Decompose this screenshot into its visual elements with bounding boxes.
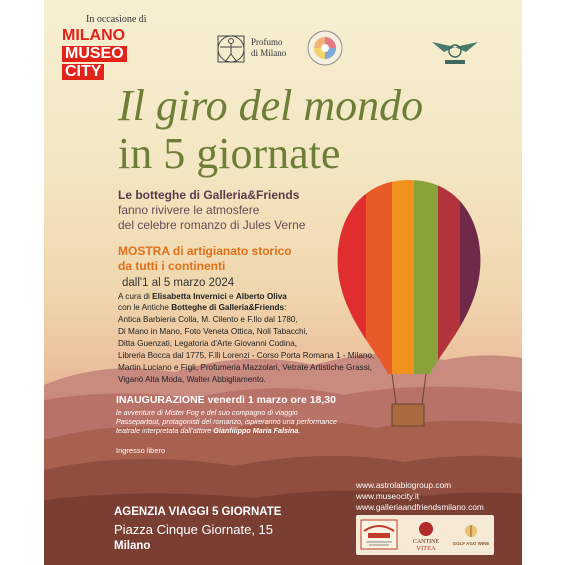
inaugurazione-line3 [116,426,300,435]
milano-museo-city-logo [62,27,158,81]
profumo-line2: di Milano [251,48,287,58]
bottega-list-line: Viganò Alta Moda, Walter Abbigliamento. [118,375,266,384]
inaugurazione-line1: le avventure di Mister Fog e del suo compagno di viaggio [116,408,298,417]
cura-and: e [226,292,236,301]
mostra-line1: MOSTRA di artigianato storico [118,244,292,258]
bottega-list-line: Ditta Guenzati, Legatoria d'Arte Giovanni Codina, [118,339,298,348]
profumo-line1: Profumo [251,37,283,47]
antiche-suffix: : [284,303,287,312]
ingresso-libero: Ingresso libero [116,446,166,455]
cura-prefix: A cura di [118,292,153,301]
inaug-line3-prefix: teatrale interpretata dall'attore [116,426,214,435]
cantine-vitea-logo-icon [410,520,442,552]
inaugurazione-line2: Passepartout, protagonisti del romanzo, ispireranno una performance [116,417,337,426]
mmc-line3: CITY [62,64,104,80]
profumo-logo-text [251,37,286,59]
bottega-list-line: Martin Luciano e Figli, Profumeria Mazzolari, Vetrate Artistiche Grassi, [118,363,372,372]
website-link[interactable]: www.astrolabiogroup.com [356,480,451,490]
occasione-text: In occasione di [86,14,147,25]
hot-air-balloon-illustration [334,178,484,433]
agenzia-address: Piazza Cinque Giornate, 15 [114,522,273,537]
inaug-actor-name: Gianfilippo Maria Falsina [213,426,299,435]
cinque-giornate-winged-logo-icon [430,38,480,68]
agenzia-city: Milano [114,540,151,552]
bottega-list-line: Antica Barbieria Colla, M. Cilento e F.llo dal 1780, [118,315,298,324]
website-link[interactable]: www.museocity.it [356,491,420,501]
golf-text: GOLF AGO WINE [452,541,490,546]
inaug-line3-suffix: . [298,426,301,435]
antiche-prefix: con le Antiche [118,303,172,312]
cantine-line1: CANTINE [412,539,440,545]
bottega-list-line: Di Mano in Mano, Foto Veneta Ottica, Noli Tabacchi, [118,327,308,336]
golf-ago-wine-logo-icon [452,522,490,548]
vitruvian-man-icon [216,34,246,64]
intro-line2: fanno rivivere le atmosfere [118,203,260,217]
galleria-friends-seal-icon [307,30,343,66]
page-title-line2: in 5 giornate [118,129,341,178]
intro-heading: Le botteghe di Galleria&Friends [118,188,300,202]
cantine-line2: VITEA [416,545,436,552]
mmc-line1: MILANO [62,27,126,44]
antiche-line [118,302,286,314]
intro-line3: del celebre romanzo di Jules Verne [118,218,306,232]
poster [44,0,522,565]
mostra-line2: da tutti i continenti [118,259,226,273]
cura-name2: Alberto Oliva [235,292,287,301]
page-title-line1: Il giro del mondo [118,81,424,130]
bottega-list-line: Libreria Bocca dal 1775, F.lli Lorenzi - Corso Porta Romana 1 - Milano, [118,351,375,360]
mostra-dates: dall'1 al 5 marzo 2024 [122,277,235,289]
inaugurazione-title: INAUGURAZIONE venerdì 1 marzo ore 18,30 [116,394,336,406]
cura-name1: Elisabetta Invernici [152,292,227,301]
mmc-line2: MUSEO [62,46,127,62]
agenzia-name: AGENZIA VIAGGI 5 GIORNATE [114,506,282,518]
website-link[interactable]: www.galleriaandfriendsmilano.com [356,502,484,512]
astrolabio-sponsor-logo-icon [360,519,398,550]
antiche-bold: Botteghe di Galleria&Friends [171,303,285,312]
